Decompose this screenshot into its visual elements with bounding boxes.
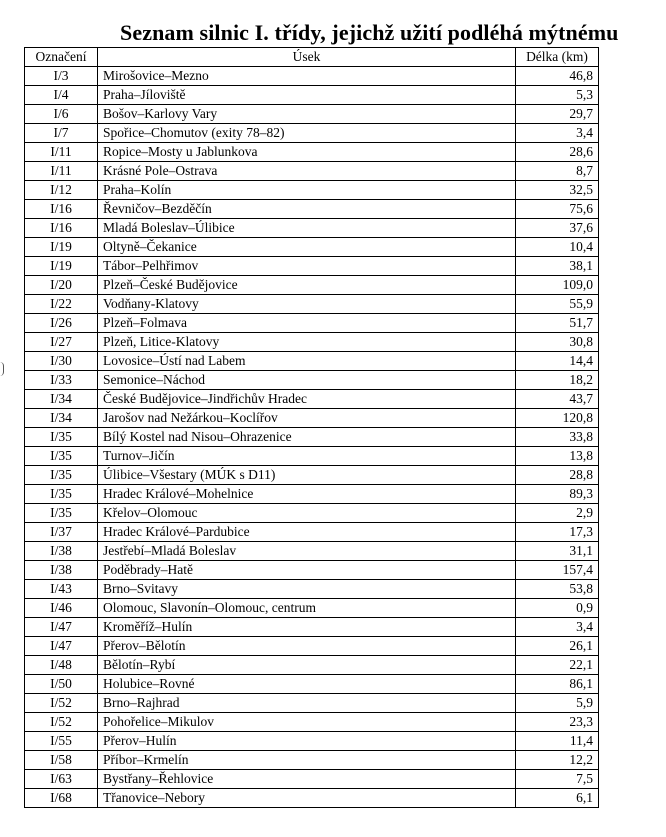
road-code-cell: I/35	[25, 447, 98, 466]
road-length-cell: 53,8	[516, 580, 599, 599]
page-edge-mark	[0, 362, 4, 376]
road-section-cell: Úlibice–Všestary (MÚK s D11)	[98, 466, 516, 485]
table-row	[25, 599, 599, 618]
road-section-cell: Řevničov–Bezděčín	[98, 200, 516, 219]
road-code-cell: I/37	[25, 523, 98, 542]
table-row	[25, 675, 599, 694]
road-section-cell: Hradec Králové–Pardubice	[98, 523, 516, 542]
road-length-cell: 120,8	[516, 409, 599, 428]
road-length-cell: 26,1	[516, 637, 599, 656]
table-row	[25, 485, 599, 504]
road-code-cell: I/50	[25, 675, 98, 694]
road-length-cell: 5,9	[516, 694, 599, 713]
road-code-cell: I/34	[25, 390, 98, 409]
table-row	[25, 447, 599, 466]
road-length-cell: 33,8	[516, 428, 599, 447]
road-code-cell: I/35	[25, 466, 98, 485]
road-length-cell: 3,4	[516, 618, 599, 637]
road-length-cell: 11,4	[516, 732, 599, 751]
road-section-cell: Příbor–Krmelín	[98, 751, 516, 770]
road-code-cell: I/19	[25, 238, 98, 257]
road-code-cell: I/6	[25, 105, 98, 124]
road-code-cell: I/26	[25, 314, 98, 333]
table-row	[25, 561, 599, 580]
road-section-cell: Pohořelice–Mikulov	[98, 713, 516, 732]
road-section-cell: Spořice–Chomutov (exity 78–82)	[98, 124, 516, 143]
table-row	[25, 542, 599, 561]
road-length-cell: 8,7	[516, 162, 599, 181]
road-length-cell: 32,5	[516, 181, 599, 200]
road-code-cell: I/27	[25, 333, 98, 352]
road-length-cell: 51,7	[516, 314, 599, 333]
road-section-cell: Praha–Kolín	[98, 181, 516, 200]
road-section-cell: Poděbrady–Hatě	[98, 561, 516, 580]
road-length-cell: 17,3	[516, 523, 599, 542]
road-section-cell: Bělotín–Rybí	[98, 656, 516, 675]
road-section-cell: Třanovice–Nebory	[98, 789, 516, 808]
table-row	[25, 257, 599, 276]
table-row	[25, 580, 599, 599]
table-body	[25, 67, 599, 808]
road-length-cell: 0,9	[516, 599, 599, 618]
road-section-cell: Krásné Pole–Ostrava	[98, 162, 516, 181]
header-length: Délka (km)	[516, 48, 599, 67]
toll-roads-table	[24, 47, 599, 808]
table-row	[25, 276, 599, 295]
table-row	[25, 618, 599, 637]
road-section-cell: Praha–Jíloviště	[98, 86, 516, 105]
table-header-row	[25, 48, 599, 67]
road-code-cell: I/19	[25, 257, 98, 276]
road-code-cell: I/20	[25, 276, 98, 295]
road-code-cell: I/16	[25, 200, 98, 219]
road-code-cell: I/35	[25, 485, 98, 504]
road-length-cell: 55,9	[516, 295, 599, 314]
table-row	[25, 428, 599, 447]
road-section-cell: Vodňany-Klatovy	[98, 295, 516, 314]
road-code-cell: I/11	[25, 162, 98, 181]
table-row	[25, 219, 599, 238]
table-row	[25, 295, 599, 314]
table-row	[25, 770, 599, 789]
road-section-cell: Přerov–Hulín	[98, 732, 516, 751]
road-section-cell: Jestřebí–Mladá Boleslav	[98, 542, 516, 561]
road-section-cell: Semonice–Náchod	[98, 371, 516, 390]
road-section-cell: Tábor–Pelhřimov	[98, 257, 516, 276]
road-section-cell: Holubice–Rovné	[98, 675, 516, 694]
road-section-cell: Olomouc, Slavonín–Olomouc, centrum	[98, 599, 516, 618]
table-row	[25, 181, 599, 200]
road-section-cell: Bystřany–Řehlovice	[98, 770, 516, 789]
road-code-cell: I/33	[25, 371, 98, 390]
road-section-cell: Ropice–Mosty u Jablunkova	[98, 143, 516, 162]
road-code-cell: I/34	[25, 409, 98, 428]
road-section-cell: Plzeň–České Budějovice	[98, 276, 516, 295]
table-row	[25, 732, 599, 751]
road-section-cell: Jarošov nad Nežárkou–Koclířov	[98, 409, 516, 428]
table-row	[25, 371, 599, 390]
table-row	[25, 466, 599, 485]
table-row	[25, 124, 599, 143]
road-code-cell: I/16	[25, 219, 98, 238]
table-row	[25, 694, 599, 713]
road-length-cell: 23,3	[516, 713, 599, 732]
road-code-cell: I/38	[25, 542, 98, 561]
road-length-cell: 12,2	[516, 751, 599, 770]
road-section-cell: Přerov–Bělotín	[98, 637, 516, 656]
road-code-cell: I/43	[25, 580, 98, 599]
road-length-cell: 3,4	[516, 124, 599, 143]
table-row	[25, 143, 599, 162]
road-length-cell: 30,8	[516, 333, 599, 352]
road-length-cell: 28,6	[516, 143, 599, 162]
table-row	[25, 523, 599, 542]
header-code: Označení	[25, 48, 98, 67]
road-code-cell: I/47	[25, 618, 98, 637]
road-length-cell: 14,4	[516, 352, 599, 371]
road-length-cell: 22,1	[516, 656, 599, 675]
road-section-cell: Plzeň, Litice-Klatovy	[98, 333, 516, 352]
road-section-cell: Hradec Králové–Mohelnice	[98, 485, 516, 504]
road-code-cell: I/12	[25, 181, 98, 200]
road-section-cell: Lovosice–Ústí nad Labem	[98, 352, 516, 371]
road-length-cell: 157,4	[516, 561, 599, 580]
table-row	[25, 390, 599, 409]
road-code-cell: I/3	[25, 67, 98, 86]
road-code-cell: I/7	[25, 124, 98, 143]
table-row	[25, 656, 599, 675]
table-row	[25, 314, 599, 333]
table-row	[25, 162, 599, 181]
road-section-cell: Kroměříž–Hulín	[98, 618, 516, 637]
road-code-cell: I/22	[25, 295, 98, 314]
road-code-cell: I/58	[25, 751, 98, 770]
road-code-cell: I/47	[25, 637, 98, 656]
road-code-cell: I/68	[25, 789, 98, 808]
road-code-cell: I/63	[25, 770, 98, 789]
road-length-cell: 31,1	[516, 542, 599, 561]
road-section-cell: Mladá Boleslav–Úlibice	[98, 219, 516, 238]
road-section-cell: Bošov–Karlovy Vary	[98, 105, 516, 124]
road-section-cell: Brno–Rajhrad	[98, 694, 516, 713]
table-row	[25, 67, 599, 86]
road-length-cell: 46,8	[516, 67, 599, 86]
road-length-cell: 18,2	[516, 371, 599, 390]
road-length-cell: 38,1	[516, 257, 599, 276]
road-code-cell: I/35	[25, 504, 98, 523]
road-section-cell: Oltyně–Čekanice	[98, 238, 516, 257]
document-title: Seznam silnic I. třídy, jejichž užití podléhá mýtnému	[120, 20, 619, 45]
road-length-cell: 43,7	[516, 390, 599, 409]
road-length-cell: 37,6	[516, 219, 599, 238]
table-row	[25, 713, 599, 732]
road-length-cell: 86,1	[516, 675, 599, 694]
table-row	[25, 86, 599, 105]
road-section-cell: Turnov–Jičín	[98, 447, 516, 466]
road-length-cell: 5,3	[516, 86, 599, 105]
road-length-cell: 29,7	[516, 105, 599, 124]
road-length-cell: 28,8	[516, 466, 599, 485]
road-code-cell: I/46	[25, 599, 98, 618]
road-length-cell: 89,3	[516, 485, 599, 504]
table-row	[25, 352, 599, 371]
road-length-cell: 2,9	[516, 504, 599, 523]
road-code-cell: I/48	[25, 656, 98, 675]
road-code-cell: I/35	[25, 428, 98, 447]
road-section-cell: České Budějovice–Jindřichův Hradec	[98, 390, 516, 409]
road-length-cell: 6,1	[516, 789, 599, 808]
road-code-cell: I/4	[25, 86, 98, 105]
table-row	[25, 200, 599, 219]
table-row	[25, 409, 599, 428]
road-length-cell: 10,4	[516, 238, 599, 257]
road-code-cell: I/52	[25, 694, 98, 713]
road-code-cell: I/11	[25, 143, 98, 162]
road-code-cell: I/38	[25, 561, 98, 580]
table-row	[25, 105, 599, 124]
table-row	[25, 504, 599, 523]
road-length-cell: 13,8	[516, 447, 599, 466]
road-length-cell: 75,6	[516, 200, 599, 219]
road-section-cell: Mirošovice–Mezno	[98, 67, 516, 86]
road-code-cell: I/30	[25, 352, 98, 371]
table-row	[25, 333, 599, 352]
road-section-cell: Křelov–Olomouc	[98, 504, 516, 523]
road-section-cell: Brno–Svitavy	[98, 580, 516, 599]
road-section-cell: Plzeň–Folmava	[98, 314, 516, 333]
table-row	[25, 789, 599, 808]
road-section-cell: Bílý Kostel nad Nisou–Ohrazenice	[98, 428, 516, 447]
road-length-cell: 7,5	[516, 770, 599, 789]
table-row	[25, 637, 599, 656]
table-row	[25, 751, 599, 770]
road-code-cell: I/55	[25, 732, 98, 751]
road-length-cell: 109,0	[516, 276, 599, 295]
header-section: Úsek	[98, 48, 516, 67]
table-row	[25, 238, 599, 257]
road-code-cell: I/52	[25, 713, 98, 732]
